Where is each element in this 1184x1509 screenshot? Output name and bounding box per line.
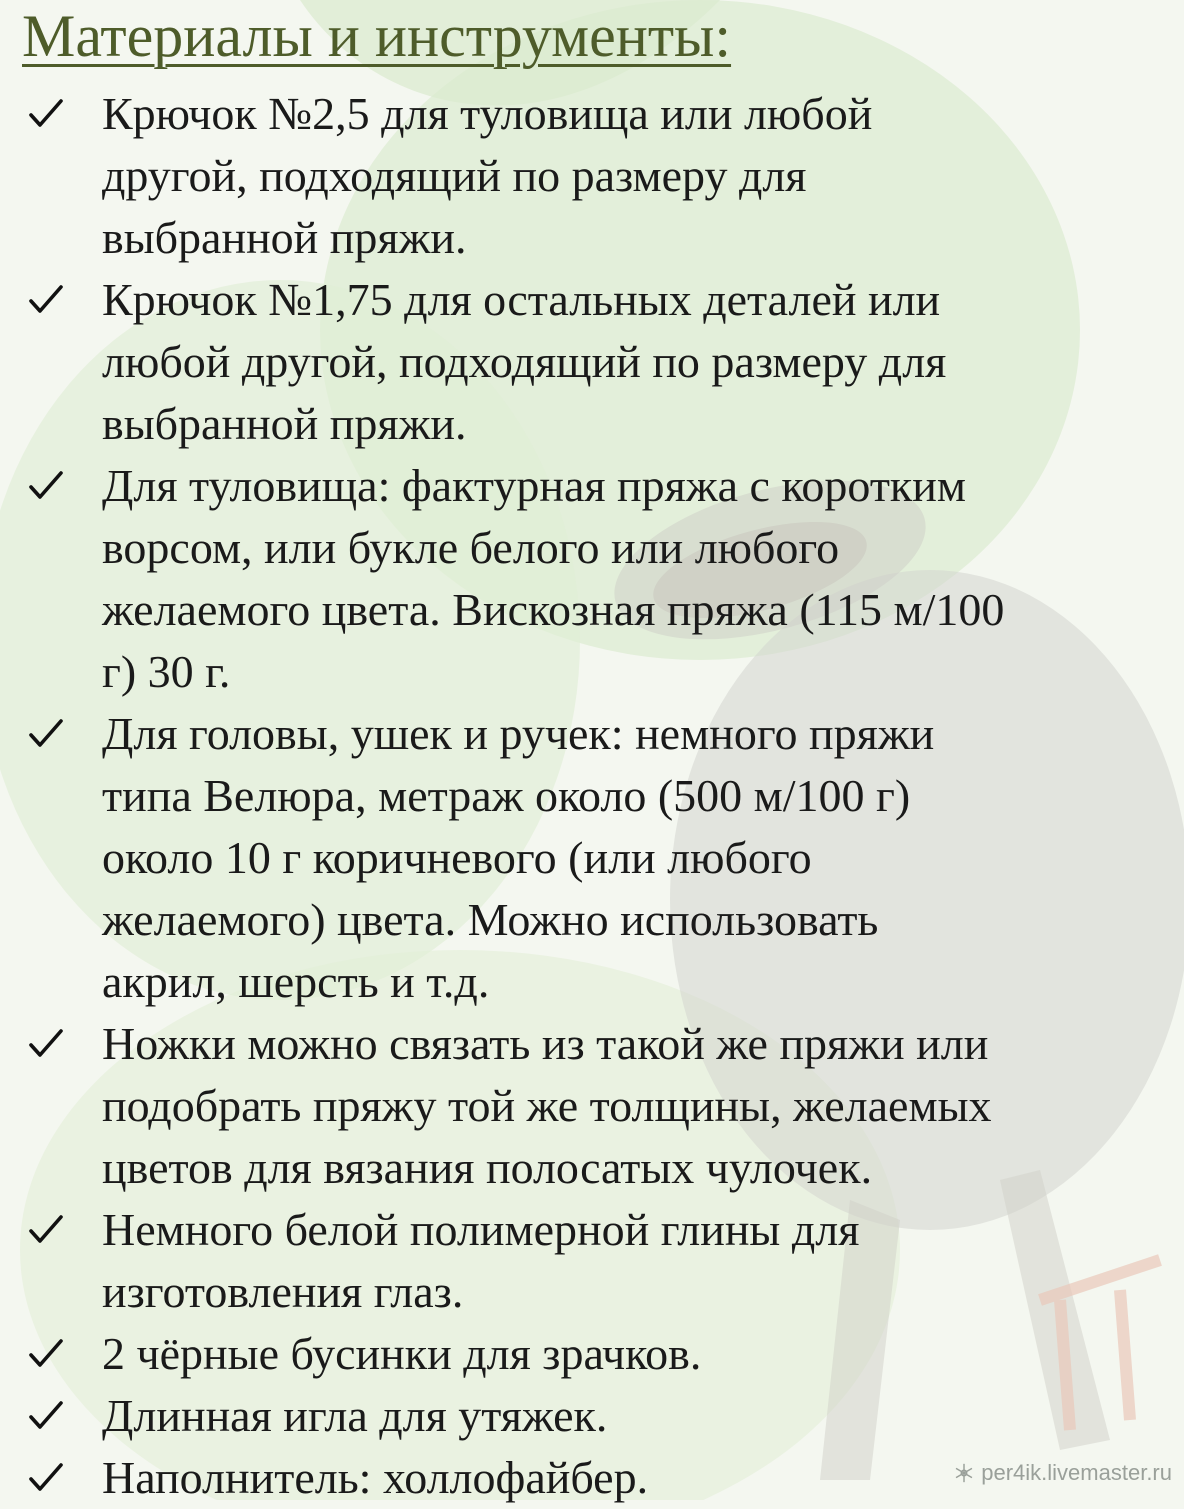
list-item-text-line: типа Велюра, метраж около (500 м/100 г) xyxy=(102,770,911,821)
page-title: Материалы и инструменты: xyxy=(22,3,732,69)
list-item-text-line: любой другой, подходящий по размеру для xyxy=(102,336,947,387)
list-item-text-line: Для туловища: фактурная пряжа с коротким xyxy=(102,460,967,511)
list-item-text-line: Немного белой полимерной глины для xyxy=(102,1204,860,1255)
list-item xyxy=(0,1199,1184,1323)
list-item-text-line: Крючок №1,75 для остальных деталей или xyxy=(102,274,941,325)
watermark-text: per4ik.livemaster.ru xyxy=(981,1460,1172,1485)
checkmark-icon xyxy=(24,1013,68,1075)
list-item xyxy=(0,703,1184,1013)
list-item-text-line: 2 чёрные бусинки для зрачков. xyxy=(102,1328,702,1379)
list-item-text-line: г) 30 г. xyxy=(102,646,231,697)
list-item-text-line: Наполнитель: холлофайбер. xyxy=(102,1452,649,1503)
checkmark-icon xyxy=(24,269,68,331)
watermark xyxy=(953,1460,1172,1486)
list-item xyxy=(0,1385,1184,1447)
list-item xyxy=(0,455,1184,703)
list-item-text-line: изготовления глаз. xyxy=(102,1266,464,1317)
checkmark-icon xyxy=(24,1385,68,1447)
checkmark-icon xyxy=(24,1323,68,1385)
list-item-text-line: цветов для вязания полосатых чулочек. xyxy=(102,1142,873,1193)
list-item-text-line: другой, подходящий по размеру для xyxy=(102,150,807,201)
list-item-text-line: желаемого цвета. Вискозная пряжа (115 м/100 xyxy=(102,584,1005,635)
list-item xyxy=(0,269,1184,455)
snowflake-icon xyxy=(953,1462,975,1484)
checkmark-icon xyxy=(24,703,68,765)
list-item-text-line: ворсом, или букле белого или любого xyxy=(102,522,840,573)
list-item-text-line: около 10 г коричневого (или любого xyxy=(102,832,812,883)
checkmark-icon xyxy=(24,455,68,517)
list-item-text-line: Ножки можно связать из такой же пряжи или xyxy=(102,1018,989,1069)
list-item-text-line: Для головы, ушек и ручек: немного пряжи xyxy=(102,708,935,759)
list-item-text-line: желаемого) цвета. Можно использовать xyxy=(102,894,879,945)
list-item-text-line: подобрать пряжу той же толщины, желаемых xyxy=(102,1080,992,1131)
list-item xyxy=(0,1013,1184,1199)
list-item-text-line: акрил, шерсть и т.д. xyxy=(102,956,490,1007)
list-item xyxy=(0,1323,1184,1385)
checkmark-icon xyxy=(24,1199,68,1261)
list-item xyxy=(0,83,1184,269)
list-item-text-line: Крючок №2,5 для туловища или любой xyxy=(102,88,873,139)
list-item-text-line: выбранной пряжи. xyxy=(102,398,467,449)
checkmark-icon xyxy=(24,83,68,145)
list-item-text-line: выбранной пряжи. xyxy=(102,212,467,263)
list-item-text-line: Длинная игла для утяжек. xyxy=(102,1390,608,1441)
materials-list xyxy=(0,83,1184,1509)
